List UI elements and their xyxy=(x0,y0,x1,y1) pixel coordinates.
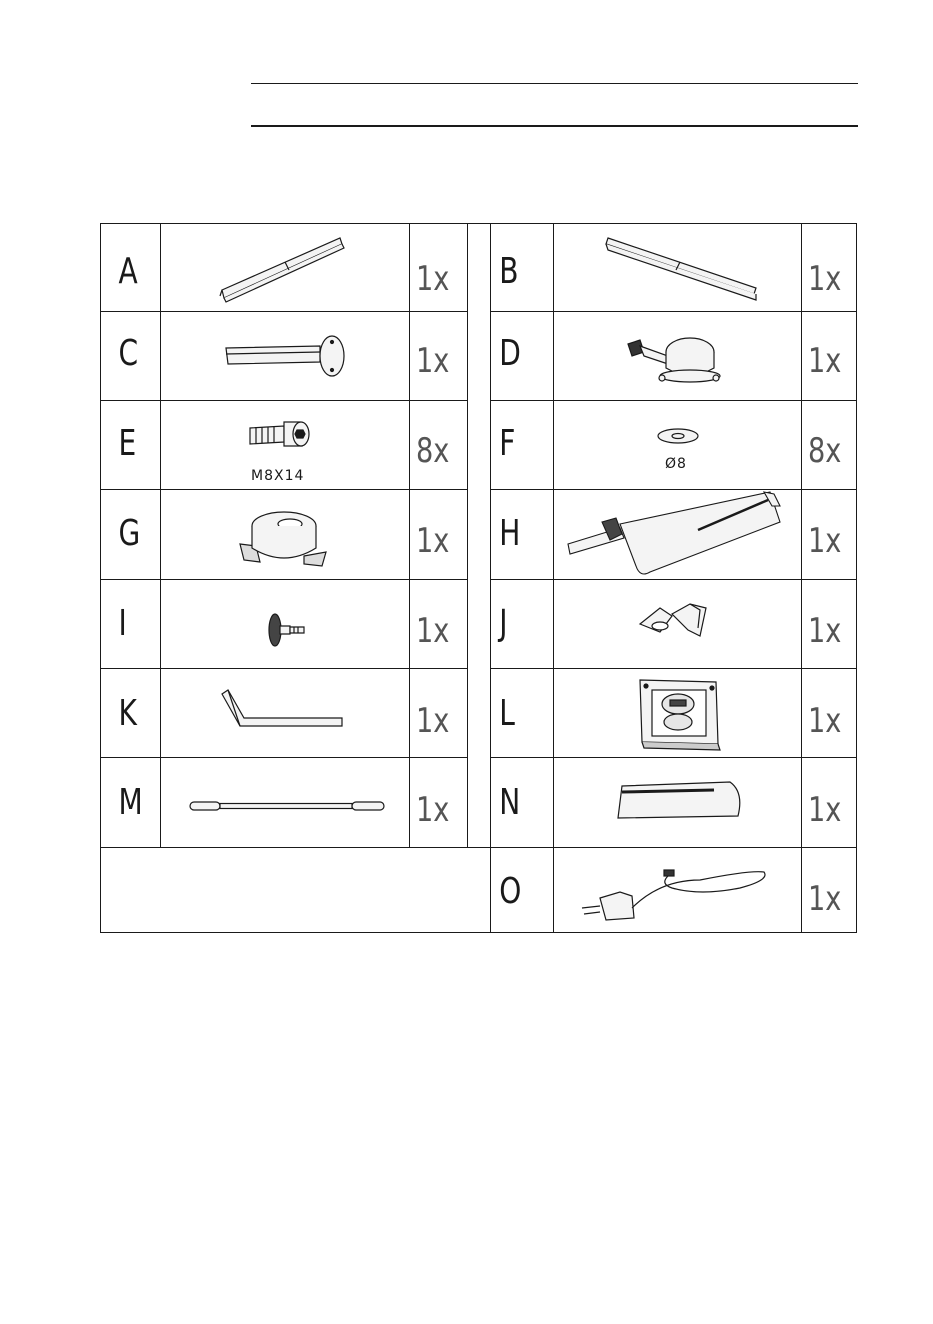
bracket-icon xyxy=(226,336,344,376)
part-letter: E xyxy=(118,421,137,464)
part-qty: 1x xyxy=(416,701,450,741)
mount-plate-icon xyxy=(640,680,720,750)
part-qty: 1x xyxy=(416,790,450,830)
part-letter: N xyxy=(499,780,521,823)
part-letter: B xyxy=(499,249,519,292)
part-letter: G xyxy=(118,511,141,554)
part-qty: 1x xyxy=(416,521,450,561)
part-letter: O xyxy=(499,869,522,912)
part-letter: H xyxy=(499,511,521,554)
part-qty: 1x xyxy=(416,341,450,381)
rod-icon xyxy=(190,802,384,810)
part-qty: 1x xyxy=(808,611,842,651)
thumb-screw-icon xyxy=(269,614,304,646)
part-qty: 1x xyxy=(808,790,842,830)
swivel-hub-icon xyxy=(628,338,720,382)
part-qty: 1x xyxy=(808,341,842,381)
washer-icon xyxy=(658,429,698,443)
clip-icon xyxy=(640,604,706,636)
part-letter: K xyxy=(118,691,137,734)
cover-bag-icon xyxy=(618,782,740,818)
base-ring-icon xyxy=(240,512,326,566)
part-letter: D xyxy=(499,331,521,374)
part-qty: 8x xyxy=(416,431,450,471)
part-qty: 1x xyxy=(808,521,842,561)
power-adapter-icon xyxy=(582,870,765,920)
part-qty: 8x xyxy=(808,431,842,471)
part-letter: A xyxy=(118,249,138,292)
hex-key-icon xyxy=(222,690,342,726)
part-letter: I xyxy=(118,601,127,644)
bolt-icon xyxy=(250,422,309,446)
part-letter: M xyxy=(118,780,143,823)
part-letter: J xyxy=(499,601,508,644)
part-letter: F xyxy=(499,421,516,464)
part-qty: 1x xyxy=(416,259,450,299)
part-qty: 1x xyxy=(808,879,842,919)
table-grid xyxy=(100,223,857,933)
part-qty: 1x xyxy=(808,259,842,299)
part-qty: 1x xyxy=(808,701,842,741)
part-letter: L xyxy=(499,691,515,734)
umbrella-icon xyxy=(568,492,780,574)
part-letter: C xyxy=(118,331,139,374)
rail-icon xyxy=(606,238,756,300)
part-qty: 1x xyxy=(416,611,450,651)
rail-icon xyxy=(220,238,344,302)
bolt-spec: M8X14 xyxy=(251,468,305,484)
washer-spec: Ø8 xyxy=(665,456,687,472)
